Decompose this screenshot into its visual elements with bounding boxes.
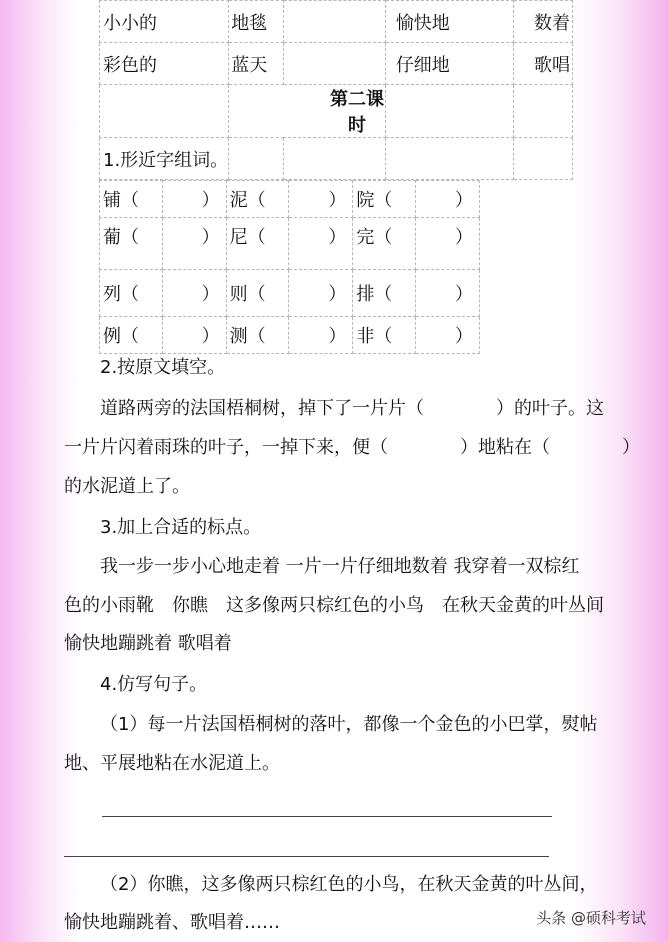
char-cell: 例（: [100, 317, 163, 354]
question-4-title: 4.仿写句子。: [100, 674, 208, 695]
char-blank[interactable]: ）: [162, 218, 226, 270]
char-blank[interactable]: ）: [415, 181, 479, 218]
paragraph-line: 愉快地蹦跳着、歌唱着……: [64, 912, 280, 933]
char-cell: 葡（: [100, 218, 163, 270]
table-cell: [385, 138, 514, 180]
answer-line[interactable]: [102, 816, 552, 817]
table-cell: [100, 85, 229, 138]
paragraph-line: （2）你瞧，这多像两只棕红色的小鸟，在秋天金黄的叶丛间，: [100, 874, 598, 895]
table-cell: 蓝天: [229, 43, 283, 85]
char-cell: 排（: [353, 270, 416, 317]
character-table: [99, 180, 480, 354]
table-cell: [514, 85, 573, 138]
paragraph-line: 愉快地蹦跳着 歌唱着: [64, 633, 232, 654]
table-row: [100, 270, 480, 317]
table-cell: [229, 138, 283, 180]
char-blank[interactable]: ）: [162, 317, 226, 354]
table-row: [100, 317, 480, 354]
table-cell: 彩色的: [100, 43, 229, 85]
table-cell: 小小的: [100, 1, 229, 43]
char-blank[interactable]: ）: [289, 218, 353, 270]
char-blank[interactable]: ）: [415, 317, 479, 354]
char-cell: 则（: [226, 270, 289, 317]
char-cell: 尼（: [226, 218, 289, 270]
vocab-table: [99, 0, 573, 180]
char-blank[interactable]: ）: [162, 181, 226, 218]
table-cell: [283, 1, 385, 43]
question-1-title: 1.形近字组词。: [100, 138, 229, 180]
table-cell: 仔细地: [385, 43, 514, 85]
watermark: 头条 @硕科考试: [536, 909, 646, 927]
char-blank[interactable]: ）: [415, 218, 479, 270]
table-cell: [283, 43, 385, 85]
table-cell: 愉快地: [385, 1, 514, 43]
paragraph-line: 道路两旁的法国梧桐树，掉下了一片片（ ）的叶子。这: [100, 398, 604, 419]
table-row: [100, 138, 573, 180]
table-cell: [385, 85, 514, 138]
table-row: [100, 181, 480, 218]
answer-line[interactable]: [64, 856, 549, 857]
char-blank[interactable]: ）: [289, 317, 353, 354]
table-cell: 地毯: [229, 1, 283, 43]
char-cell: 泥（: [226, 181, 289, 218]
table-row: [100, 218, 480, 270]
char-blank[interactable]: ）: [289, 270, 353, 317]
char-blank[interactable]: ）: [289, 181, 353, 218]
lesson-title: 第二课时: [229, 85, 386, 138]
char-cell: 院（: [353, 181, 416, 218]
table-cell: [283, 138, 385, 180]
table-row: [100, 43, 573, 85]
paragraph-line: 地、平展地粘在水泥道上。: [64, 753, 280, 774]
paragraph-line: 的水泥道上了。: [64, 476, 190, 497]
char-cell: 列（: [100, 270, 163, 317]
char-blank[interactable]: ）: [415, 270, 479, 317]
table-cell: 歌唱: [514, 43, 573, 85]
paragraph-line: 一片片闪着雨珠的叶子，一掉下来，便（ ）地粘在（ ）: [64, 437, 640, 458]
paragraph-line: 我一步一步小心地走着 一片一片仔细地数着 我穿着一双棕红: [100, 556, 580, 577]
paragraph-line: （1）每一片法国梧桐树的落叶，都像一个金色的小巴掌，熨帖: [100, 714, 598, 735]
paragraph-line: 色的小雨靴 你瞧 这多像两只棕红色的小鸟 在秋天金黄的叶丛间: [64, 595, 604, 616]
char-cell: 非（: [353, 317, 416, 354]
table-row: [100, 85, 573, 138]
char-blank[interactable]: ）: [162, 270, 226, 317]
question-2-title: 2.按原文填空。: [100, 357, 226, 378]
table-cell: [514, 138, 573, 180]
table-row: [100, 1, 573, 43]
char-cell: 铺（: [100, 181, 163, 218]
char-cell: 完（: [353, 218, 416, 270]
question-3-title: 3.加上合适的标点。: [100, 517, 262, 538]
char-cell: 测（: [226, 317, 289, 354]
table-cell: 数着: [514, 1, 573, 43]
